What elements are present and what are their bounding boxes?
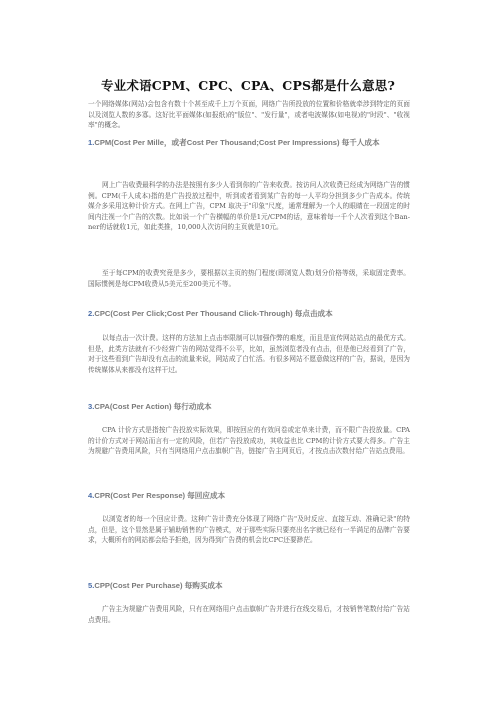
cpm-paragraph-2: 至于每CPM的收费究竟是多少，要根据以主页的热门程度(即浏览人数)划分价格等级，采取固定费率。国际惯例是每CPM收费从5美元至200美元不等。: [88, 269, 410, 288]
section-number: 4.: [88, 491, 95, 500]
section-number: 3.: [88, 402, 95, 411]
cpm-paragraph-1: 网上广告收费最科学的办法是按照有多少人看到你的广告来收费。按访问人次收费已经成为网络广告的惯例。CPM(千人成本)指的是广告投放过程中，听到或者看到某广告的每一人平均分担到多少广告成本。传统媒介多采用这种计价方式。在网上广告，CPM 取决于"印象"尺度，通常理解为一个人的眼睛在一段固定的时间内注视一个广告的次数。比如说一个广告横幅的单价是1元/CPM的话，意味着每一千个人次看到这个Ban-ner的话就收1元，如此类推，10,000人次访问的主页就是10元。: [88, 181, 410, 231]
cpa-paragraph: CPA 计价方式是指按广告投放实际效果，即按回应的有效问卷或定单来计费，而不限广告投放量。CPA 的计价方式对于网站而言有一定的风险，但若广告投放成功，其收益也比 CPM的计价方式要大得多。广告主为规避广告费用风险，只有当网络用户点击旗帜广告，链接广告主网页后，才按点击次数付给广告站点费用。: [88, 426, 410, 455]
cpr-paragraph: 以浏览者的每一个回应计费。这种广告计费充分体现了网络广告"及时反应、直接互动、准确记录"的特点，但是，这个显然是属于辅助销售的广告模式，对于那些实际只要亮出名字就已经有一半满足的品牌广告要求，大概所有的网站都会给予拒绝，因为得到广告费的机会比CPC还要渺茫。: [88, 515, 410, 544]
section-title: CPA(Cost Per Action) 每行动成本: [94, 402, 212, 411]
section-title: CPC(Cost Per Click;Cost Per Thousand Click-Through) 每点击成本: [94, 309, 333, 318]
section-number: 1.: [88, 138, 95, 147]
section-heading-cpp: [88, 580, 410, 591]
intro-paragraph: 一个网络媒体(网站)会包含有数十个甚至成千上万个页面，网络广告所投放的位置和价格就牵涉到特定的页面以及浏览人数的多寡。这好比平面媒体(如报纸)的"版位"、"发行量"，或者电波媒体(如电视)的"时段"、"收视率"的概念。: [88, 100, 410, 129]
section-heading-cpc: [88, 308, 410, 319]
section-title: CPM(Cost Per Mille，或者Cost Per Thousand;Cost Per Impressions) 每千人成本: [94, 138, 380, 147]
page-title: 专业术语CPM、CPC、CPA、CPS都是什么意思?: [100, 78, 396, 93]
section-heading-cpa: [88, 401, 410, 412]
cpc-paragraph: 以每点击一次计费。这样的方法加上点击率限制可以加强作弊的难度，而且是宣传网站站点的最优方式。但是，此类方法就有不少经营广告的网站觉得不公平，比如，虽然浏览者没有点击，但是他已经看到了广告，对于这些看到广告却没有点击的流量来说，网站成了白忙活。有很多网站不愿意做这样的广告，据说，是因为传统媒体从来都没有这样干过。: [88, 334, 410, 374]
section-heading-cpm: [88, 137, 410, 148]
section-number: 2.: [88, 309, 95, 318]
section-title: CPR(Cost Per Response) 每回应成本: [94, 491, 226, 500]
section-number: 5.: [88, 581, 95, 590]
section-title: CPP(Cost Per Purchase) 每购买成本: [94, 581, 223, 590]
cpp-paragraph: 广告主为规避广告费用风险，只有在网络用户点击旗帜广告并进行在线交易后，才按销售笔数付给广告站点费用。: [88, 605, 410, 624]
section-heading-cpr: [88, 490, 410, 501]
